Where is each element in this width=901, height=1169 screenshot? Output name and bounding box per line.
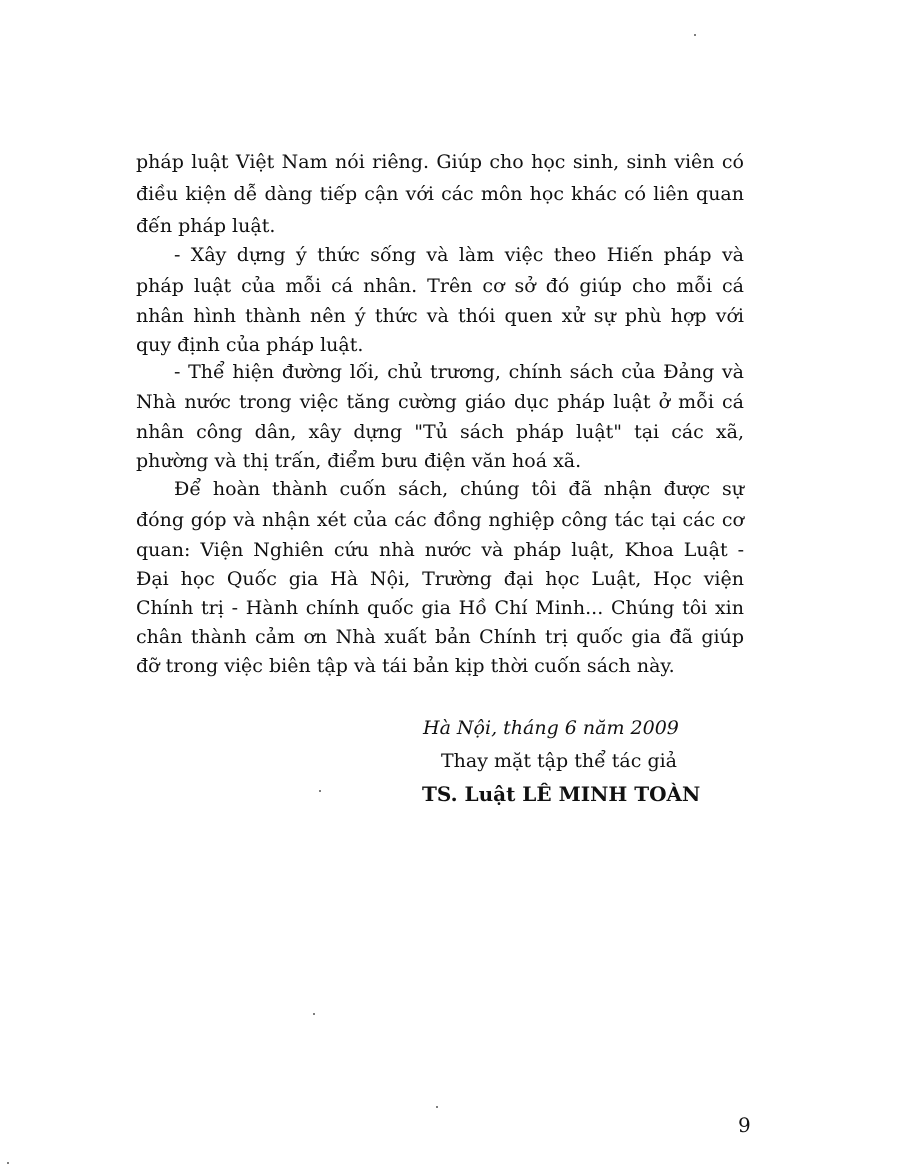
body-line: nhân hình thành nên ý thức và thói quen xử sự phù hợp với <box>136 305 744 327</box>
place-date: Hà Nội, tháng 6 năm 2009 <box>423 717 679 739</box>
body-line: - Xây dựng ý thức sống và làm việc theo Hiến pháp và <box>174 244 744 266</box>
body-line: điều kiện dễ dàng tiếp cận với các môn học khác có liên quan <box>136 183 744 205</box>
author-name: TS. Luật LÊ MINH TOÀN <box>422 782 701 806</box>
body-line: pháp luật của mỗi cá nhân. Trên cơ sở đó giúp cho mỗi cá <box>136 275 744 297</box>
body-line: đóng góp và nhận xét của các đồng nghiệp công tác tại các cơ <box>136 509 744 531</box>
body-line: quy định của pháp luật. <box>136 334 364 356</box>
body-line: Đại học Quốc gia Hà Nội, Trường đại học Luật, Học viện <box>136 568 744 590</box>
body-line: đến pháp luật. <box>136 215 276 237</box>
body-line: quan: Viện Nghiên cứu nhà nước và pháp luật, Khoa Luật - <box>136 539 744 561</box>
scan-speck <box>436 1106 438 1108</box>
body-line: Để hoàn thành cuốn sách, chúng tôi đã nhận được sự <box>174 478 744 500</box>
body-line: nhân công dân, xây dựng "Tủ sách pháp luật" tại các xã, <box>136 421 744 443</box>
scan-speck <box>7 1162 9 1164</box>
body-line: phường và thị trấn, điểm bưu điện văn hoá xã. <box>136 450 582 472</box>
body-line: - Thể hiện đường lối, chủ trương, chính sách của Đảng và <box>174 361 744 383</box>
page-number: 9 <box>738 1113 751 1137</box>
scan-speck <box>694 34 696 36</box>
scan-speck <box>319 790 321 792</box>
body-line: pháp luật Việt Nam nói riêng. Giúp cho học sinh, sinh viên có <box>136 151 744 173</box>
body-line: chân thành cảm ơn Nhà xuất bản Chính trị quốc gia đã giúp <box>136 626 744 648</box>
body-line: Chính trị - Hành chính quốc gia Hồ Chí Minh... Chúng tôi xin <box>136 597 744 619</box>
body-line: đỡ trong việc biên tập và tái bản kịp thời cuốn sách này. <box>136 655 675 677</box>
body-line: Nhà nước trong việc tăng cường giáo dục pháp luật ở mỗi cá <box>136 391 744 413</box>
on-behalf-line: Thay mặt tập thể tác giả <box>441 750 678 772</box>
scan-speck <box>313 1013 315 1015</box>
